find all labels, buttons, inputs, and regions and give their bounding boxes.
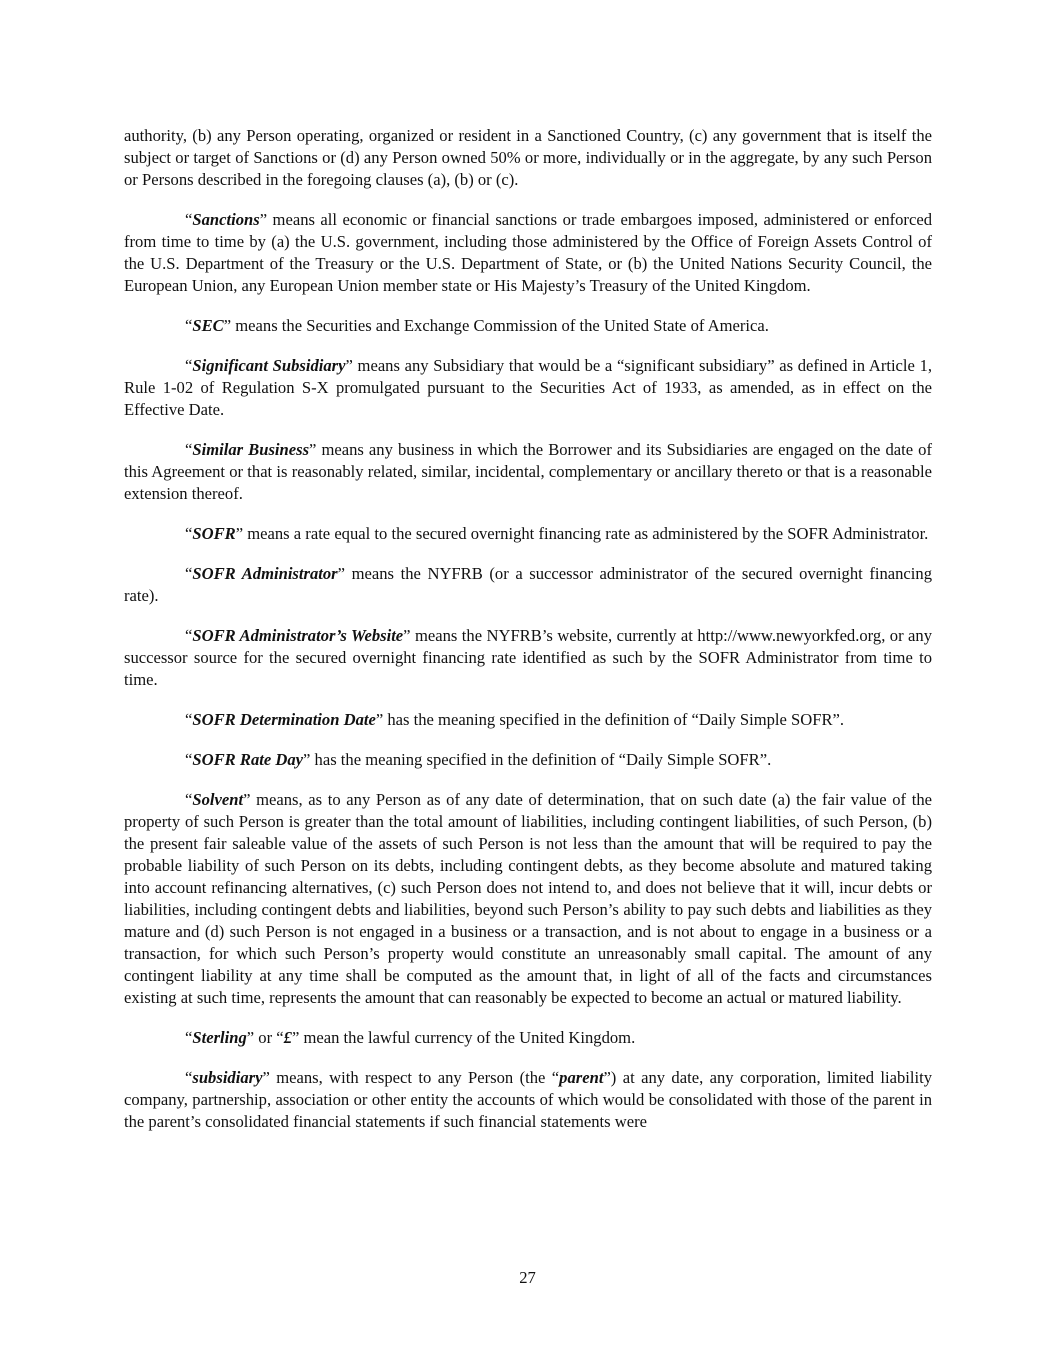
definition-text: ” mean the lawful currency of the United Kingdom. xyxy=(291,1028,636,1047)
defined-term: Significant Subsidiary xyxy=(192,356,346,375)
definition-sofr-administrators-website xyxy=(124,625,932,691)
open-quote: “ xyxy=(185,710,193,729)
definition-text: ” or “ xyxy=(246,1028,284,1047)
definition-text: ” means, as to any Person as of any date of determination, that on such date (a) the fair value of the property of such Person is greater than the total amount of liabilities, including contingent liabilities, of such Person, (b) the present fair saleable value of the assets of such Person is not less than the amount that will be required to pay the probable liability of such Person on its debts, including contingent debts, as they become absolute and matured taking into account refinancing alternatives, (c) such Person does not intend to, and does not believe that it will, incur debts or liabilities, including contingent debts and liabilities, beyond such Person’s ability to pay such debts and liabilities as they mature and (d) such Person is not engaged in a business or a transaction, and is not about to engage in a business or a transaction, for which such Person’s property would constitute an unreasonably small capital. The amount of any contingent liability at any time shall be computed as the amount that, in light of all of the facts and circumstances existing at such time, represents the amount that can reasonably be expected to become an actual or matured liability. xyxy=(124,790,932,1007)
definition-sofr xyxy=(124,523,932,545)
definition-text: ” means the NYFRB (or a successor administrator of the secured overnight financing rate). xyxy=(124,564,932,605)
continuation-text: authority, (b) any Person operating, organized or resident in a Sanctioned Country, (c) any government that is itself the subject or target of Sanctions or (d) any Person owned 50% or more, individually or in the aggregate, by any such Person or Persons described in the foregoing clauses (a), (b) or (c). xyxy=(124,126,932,189)
definition-text: ” means, with respect to any Person (the “ xyxy=(262,1068,560,1087)
defined-term: subsidiary xyxy=(192,1068,263,1087)
defined-term: Similar Business xyxy=(192,440,310,459)
definition-text: ” means the Securities and Exchange Commission of the United State of America. xyxy=(223,316,769,335)
open-quote: “ xyxy=(185,750,193,769)
open-quote: “ xyxy=(185,626,193,645)
definition-text: ” has the meaning specified in the definition of “Daily Simple SOFR”. xyxy=(375,710,845,729)
defined-term: SOFR xyxy=(192,524,236,543)
defined-term-symbol: £ xyxy=(283,1028,292,1047)
open-quote: “ xyxy=(185,524,193,543)
page-number: 27 xyxy=(519,1268,536,1287)
definition-similar-business xyxy=(124,439,932,505)
definition-solvent xyxy=(124,789,932,1009)
defined-term: SOFR Administrator’s Website xyxy=(192,626,404,645)
open-quote: “ xyxy=(185,790,193,809)
definition-subsidiary xyxy=(124,1067,932,1133)
definition-sofr-administrator xyxy=(124,563,932,607)
definition-text: ” means any Subsidiary that would be a “significant subsidiary” as defined in Article 1, Rule 1-02 of Regulation S-X promulgated pursuant to the Securities Act of 1933, as amended, as in effect on the Effective Date. xyxy=(124,356,933,419)
document-body xyxy=(124,125,932,1151)
definition-text: ” means a rate equal to the secured overnight financing rate as administered by the SOFR Administrator. xyxy=(235,524,929,543)
open-quote: “ xyxy=(185,1068,193,1087)
definition-text: ” means the NYFRB’s website, currently at http://www.newyorkfed.org, or any successor source for the secured overnight financing rate identified as such by the SOFR Administrator from time to time. xyxy=(124,626,932,689)
definition-sterling xyxy=(124,1027,932,1049)
open-quote: “ xyxy=(185,564,193,583)
definition-text: ” has the meaning specified in the definition of “Daily Simple SOFR”. xyxy=(303,750,772,769)
definition-text: ” means any business in which the Borrower and its Subsidiaries are engaged on the date of this Agreement or that is reasonably related, similar, incidental, complementary or ancillary thereto or that is a reasonable extension thereof. xyxy=(124,440,932,503)
definition-sanctions xyxy=(124,209,932,297)
definition-sofr-determination-date xyxy=(124,709,932,731)
definition-continuation xyxy=(124,125,932,191)
definition-significant-subsidiary xyxy=(124,355,932,421)
definition-sofr-rate-day xyxy=(124,749,932,771)
defined-term: Solvent xyxy=(192,790,244,809)
defined-term: SOFR Determination Date xyxy=(192,710,376,729)
open-quote: “ xyxy=(185,440,193,459)
open-quote: “ xyxy=(185,356,193,375)
defined-term: SEC xyxy=(192,316,224,335)
open-quote: “ xyxy=(185,210,193,229)
definition-text: ”) at any date, any corporation, limited liability company, partnership, association or other entity the accounts of which would be consolidated with those of the parent in the parent’s consolidated financial statements if such financial statements were xyxy=(124,1068,933,1131)
defined-term: SOFR Administrator xyxy=(192,564,338,583)
open-quote: “ xyxy=(185,1028,193,1047)
defined-term-parent: parent xyxy=(559,1068,604,1087)
open-quote: “ xyxy=(185,316,193,335)
defined-term: SOFR Rate Day xyxy=(192,750,304,769)
defined-term: Sanctions xyxy=(192,210,260,229)
definition-text: ” means all economic or financial sanctions or trade embargoes imposed, administered or enforced from time to time by (a) the U.S. government, including those administered by the Office of Foreign Assets Control of the U.S. Department of the Treasury or the U.S. Department of State, or (b) the United Nations Security Council, the European Union, any European Union member state or His Majesty’s Treasury of the United Kingdom. xyxy=(124,210,932,295)
definition-sec xyxy=(124,315,932,337)
defined-term: Sterling xyxy=(192,1028,247,1047)
